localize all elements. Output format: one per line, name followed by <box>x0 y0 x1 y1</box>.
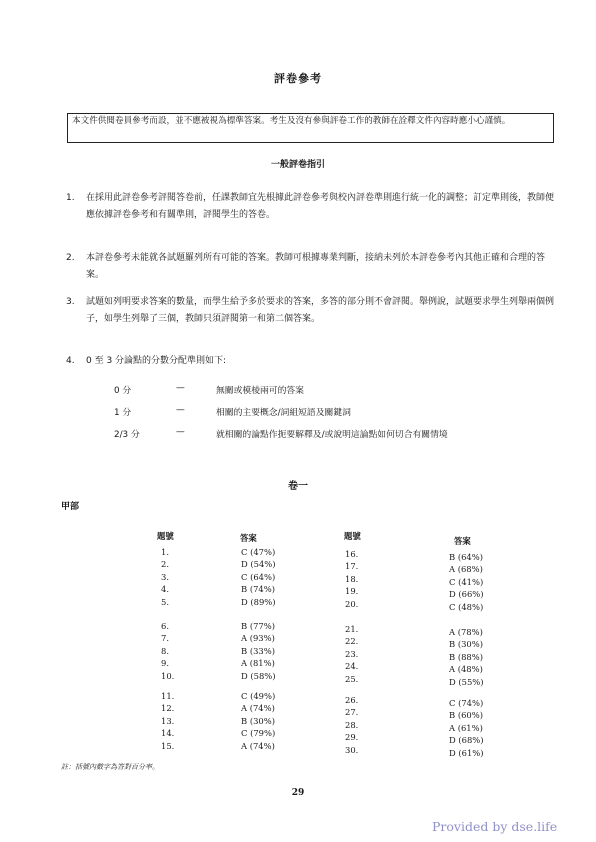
guideline-item <box>66 250 554 284</box>
question-number: 3. <box>161 571 169 582</box>
question-number: 5. <box>161 596 169 607</box>
answer-value: B (74%) <box>241 584 275 595</box>
answer-value: C (64%) <box>241 571 276 582</box>
guideline-number: 1. <box>66 193 75 203</box>
column-header-question: 題號 <box>157 531 174 541</box>
question-number: 2. <box>161 559 169 570</box>
score-description: 就相關的論點作扼要解釋及/或說明這論點如何切合有關情境 <box>216 430 448 440</box>
answer-value: B (30%) <box>241 715 275 726</box>
question-number: 4. <box>161 584 169 595</box>
answer-value: A (81%) <box>241 658 275 669</box>
guideline-number: 2. <box>66 253 75 263</box>
section-label: 甲部 <box>61 502 80 512</box>
guideline-number: 3. <box>66 297 75 307</box>
question-number: 12. <box>161 703 175 714</box>
guideline-text: 試題如列明要求答案的數量，而學生給予多於要求的答案，多答的部分則不會評閱。舉例說，試題要求學生列舉兩個例子，如學生列舉了三個，教師只須評閱第一和第二個答案。 <box>86 297 555 324</box>
question-number: 13. <box>161 715 175 726</box>
answer-value: A (61%) <box>449 722 483 733</box>
question-number: 19. <box>345 586 359 597</box>
question-number: 21. <box>345 624 359 634</box>
answer-value: C (79%) <box>241 728 276 739</box>
page-number: 29 <box>291 788 305 798</box>
notice-box: 本文件供閱卷員參考而設，並不應被視為標準答案。考生及沒有參與評卷工作的教師在詮釋文件內容時應小心謹慎。 <box>67 113 554 143</box>
guideline-text: 本評卷參考未能就各試題羅列所有可能的答案。教師可根據專業判斷，接納未列於本評卷參考內其他正確和合理的答案。 <box>86 253 546 280</box>
score-value: 0 分 <box>114 386 132 396</box>
document-title: 評卷參考 <box>274 72 322 85</box>
answer-value: B (30%) <box>449 639 483 650</box>
answer-value: B (77%) <box>241 621 275 631</box>
answer-value: A (74%) <box>241 703 275 714</box>
column-header-question: 題號 <box>344 531 361 541</box>
answer-value: A (68%) <box>449 564 483 575</box>
question-number: 11. <box>161 691 175 701</box>
guideline-item <box>66 190 554 224</box>
answer-value: D (61%) <box>449 747 484 758</box>
score-description: 無關或模棱兩可的答案 <box>216 386 304 396</box>
question-number: 16. <box>345 549 359 559</box>
answer-value: B (88%) <box>449 651 483 662</box>
question-number: 1. <box>161 547 169 557</box>
question-number: 27. <box>345 707 359 718</box>
answer-value: C (74%) <box>449 698 484 708</box>
question-number: 25. <box>345 673 359 684</box>
question-number: 9. <box>161 658 169 669</box>
question-number: 30. <box>345 744 359 755</box>
score-description: 相關的主要概念/詞組短語及關鍵詞 <box>216 408 351 418</box>
question-number: 17. <box>345 561 359 572</box>
answer-value: A (93%) <box>241 633 275 644</box>
question-number: 8. <box>161 645 169 656</box>
answer-value: B (33%) <box>241 645 275 656</box>
score-dash: — <box>176 405 185 415</box>
question-number: 18. <box>345 573 359 584</box>
question-number: 23. <box>345 648 359 659</box>
answer-value: D (89%) <box>241 596 276 607</box>
answer-value: A (78%) <box>449 627 483 637</box>
column-header-answer: 答案 <box>454 536 471 546</box>
answer-value: C (47%) <box>241 547 276 557</box>
paper-title: 卷一 <box>288 481 308 492</box>
guidelines-title: 一般評卷指引 <box>270 160 325 170</box>
answer-value: B (64%) <box>449 552 483 562</box>
question-number: 7. <box>161 633 169 644</box>
guideline-text: 0 至 3 分論點的分數分配準則如下: <box>86 356 227 366</box>
question-number: 14. <box>161 728 175 739</box>
score-dash: — <box>176 427 185 437</box>
footnote: 註：括號內數字為答對百分率。 <box>61 763 159 771</box>
question-number: 22. <box>345 636 359 647</box>
score-dash: — <box>176 383 185 393</box>
question-number: 10. <box>161 670 175 681</box>
guideline-item <box>66 353 554 370</box>
provided-by-watermark: Provided by dse.life <box>432 819 558 834</box>
answer-value: D (58%) <box>241 670 276 681</box>
answer-value: B (60%) <box>449 710 483 721</box>
question-number: 20. <box>345 598 359 609</box>
score-value: 1 分 <box>114 408 132 418</box>
question-number: 15. <box>161 740 175 751</box>
question-number: 28. <box>345 719 359 730</box>
answer-value: C (48%) <box>449 601 484 612</box>
guideline-item <box>66 294 554 328</box>
answer-value: A (48%) <box>449 664 483 675</box>
question-number: 24. <box>345 661 359 672</box>
answer-value: C (41%) <box>449 576 484 587</box>
answer-value: C (49%) <box>241 691 276 701</box>
column-header-answer: 答案 <box>240 533 257 543</box>
guideline-text: 在採用此評卷參考評閱答卷前，任課教師宜先根據此評卷參考與校內評卷準則進行統一化的調整；訂定準則後，教師便應依據評卷參考和有關準則，評閱學生的答卷。 <box>86 193 555 220</box>
answer-value: D (66%) <box>449 589 484 600</box>
question-number: 26. <box>345 695 359 705</box>
answer-value: D (54%) <box>241 559 276 570</box>
question-number: 6. <box>161 621 169 631</box>
answer-value: A (74%) <box>241 740 275 751</box>
answer-value: D (68%) <box>449 735 484 746</box>
guideline-number: 4. <box>66 356 75 366</box>
answer-value: D (55%) <box>449 676 484 687</box>
question-number: 29. <box>345 732 359 743</box>
score-value: 2/3 分 <box>114 430 140 440</box>
